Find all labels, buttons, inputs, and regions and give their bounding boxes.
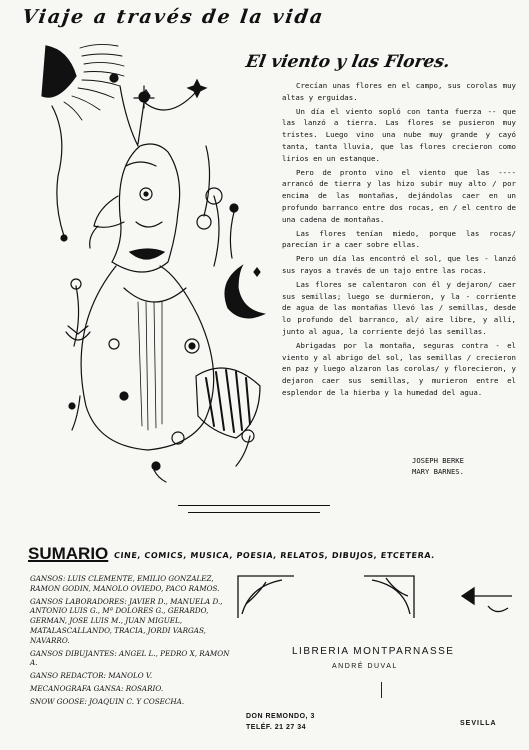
credits-list bbox=[30, 574, 230, 710]
story-authors bbox=[412, 455, 464, 477]
ink-illustration bbox=[28, 26, 278, 486]
story-paragraph: Las flores tenían miedo, porque las rocas/ parecían ir a caer sobre ellas. bbox=[282, 228, 516, 250]
city-mark: SEVILLA bbox=[460, 720, 497, 727]
story-paragraph: Crecían unas flores en el campo, sus corolas muy altas y erguidas. bbox=[282, 81, 516, 102]
story-paragraph: Abrigadas por la montaña, seguras contra - el viento y al abrigo del sol, las semillas / crecieron en paz y luego alzaron las corolas/ y florecieron, y dejaron caer sus semillas, y murieron entre el esplendor de la hierba y la humedad del agua. bbox=[282, 340, 516, 397]
shop-owner: ANDRÉ DUVAL bbox=[332, 663, 398, 670]
author-name: JOSEPH BERKE bbox=[412, 456, 464, 465]
masthead-title: Viaje a través de la vida bbox=[20, 6, 326, 28]
shop-address bbox=[246, 711, 315, 733]
credit-entry: MECANOGRAFA GANSA: ROSARIO. bbox=[30, 683, 164, 693]
credit-entry: GANSOS: LUIS CLEMENTE, EMILIO GONZALEZ, RAMON GODIN, MANOLO OVIEDO, PACO RAMOS. bbox=[30, 574, 220, 593]
credit-entry: GANSOS LABORADORES: JAVIER D., MANUELA D., ANTONIO LUIS G., Mª DOLORES G., GERARDO, GERMAN, JOSE LUIS M., JUAN MIGUEL, MATALASCALLANDO, TRACIA, JORDI VARGAS, NAVARRO. bbox=[30, 596, 223, 645]
credit-entry: SNOW GOOSE: JOAQUIN C. Y COSECHA. bbox=[30, 696, 185, 706]
story-text bbox=[282, 80, 516, 401]
story-paragraph: Pero un día las encontró el sol, que les - lanzó sus rayos a través de un tajo entre las rocas. bbox=[282, 254, 516, 275]
sumario-heading: SUMARIO bbox=[28, 544, 109, 563]
story-paragraph: Un día el viento sopló con tanta fuerza -- que las lanzó a tierra. Las flores se pusieron muy tristes. Luego vino una nube muy grande y cayó tanta, tanta lluvia, que las flores crecieron como lirios en un estanque. bbox=[282, 106, 516, 163]
credit-entry: GANSOS DIBUJANTES: ANGEL L., PEDRO X, RAMON A. bbox=[30, 648, 230, 668]
sumario-subtitle: CINE, COMICS, MUSICA, POESIA, RELATOS, DIBUJOS, ETCETERA. bbox=[113, 551, 436, 560]
divider-line bbox=[188, 512, 320, 513]
shop-name: LIBRERIA MONTPARNASSE bbox=[292, 646, 455, 657]
story-paragraph: Pero de pronto vino el viento que las ---- arrancó de tierra y las hizo subir muy alto / por encima de las montañas, dejándolas caer en un profundo barranco entre dos rocas, en / el centro de una cadena de montañas. bbox=[282, 167, 516, 224]
author-name: MARY BARNES. bbox=[412, 467, 464, 476]
credit-entry: GANSO REDACTOR: MANOLO V. bbox=[30, 671, 153, 681]
divider-line bbox=[178, 505, 330, 506]
ornament-corners bbox=[236, 574, 516, 620]
ornament-tick bbox=[381, 682, 382, 698]
address-street: DON REMONDO, 3 bbox=[246, 713, 315, 720]
story-title: El viento y las Flores. bbox=[244, 52, 452, 72]
story-paragraph: Las flores se calentaron con él y dejaron/ caer sus semillas; luego se durmieron, y la - corriente de agua de las montañas llevó las / semillas, desde lo profundo del barranco, al/ aire libre, y allí, junto al agua, la corriente dejó las semillas. bbox=[282, 279, 516, 336]
address-phone: TELÉF. 21 27 34 bbox=[246, 724, 307, 731]
